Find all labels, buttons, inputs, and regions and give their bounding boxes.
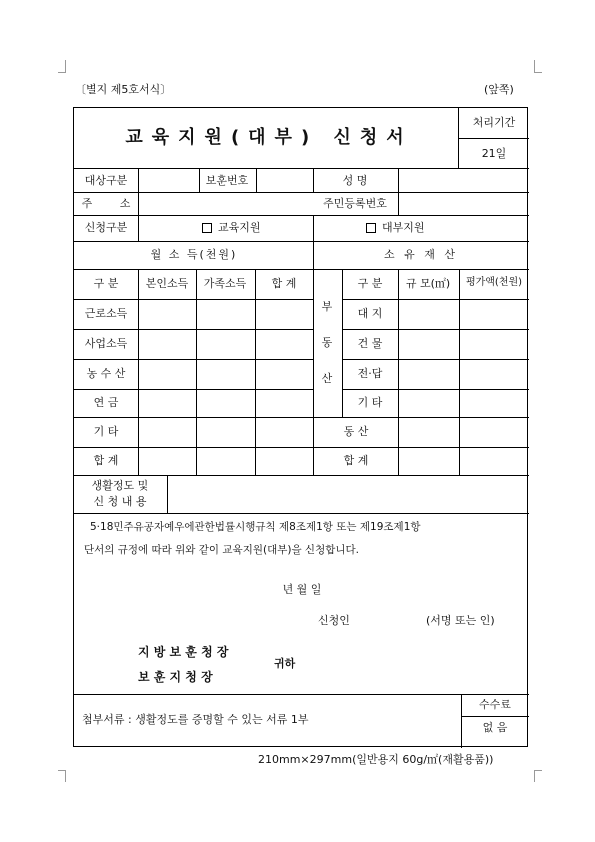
living-conditions-label: 생활정도 및 <box>91 479 149 492</box>
movable-property-label: 동 산 <box>343 425 369 438</box>
signature-note: (서명 또는 인) <box>426 614 495 627</box>
application-date: 년 월 일 <box>282 583 322 596</box>
form-number: 〔별지 제5호서식〕 <box>75 83 172 96</box>
fee-value: 없 음 <box>482 721 508 734</box>
crop-mark <box>58 72 66 73</box>
processing-period-value: 21일 <box>481 147 507 160</box>
income-row-label: 합 계 <box>93 454 119 467</box>
option-education-label: 교육지원 <box>218 221 261 234</box>
asset-col-value: 평가액(천원) <box>465 277 523 288</box>
asset-row-label: 전·답 <box>357 367 383 380</box>
form-title: 교육지원(대부) 신청서 <box>125 127 413 148</box>
income-row-label: 기 타 <box>93 425 119 438</box>
attachment-note: 첨부서류 : 생활정도를 증명할 수 있는 서류 1부 <box>82 713 309 726</box>
address-field[interactable] <box>139 193 313 215</box>
income-row-label: 연 금 <box>93 396 119 409</box>
real-estate-label-3: 산 <box>321 372 333 385</box>
bohun-no-label: 보훈번호 <box>205 174 249 187</box>
income-row-label: 사업소득 <box>84 337 128 350</box>
asset-row-label: 기 타 <box>357 396 383 409</box>
checkbox-education[interactable] <box>202 223 212 233</box>
asset-col-category: 구 분 <box>357 277 383 290</box>
bohun-no-field[interactable] <box>257 169 312 192</box>
crop-mark <box>534 72 542 73</box>
asset-total-label: 합 계 <box>343 454 369 467</box>
applicant-label: 신청인 <box>318 614 350 627</box>
address-label: 주 소 <box>81 197 143 210</box>
target-type-label: 대상구분 <box>84 174 128 187</box>
income-col-category: 구 분 <box>93 277 119 290</box>
paper-spec: 210mm×297mm(일반용지 60g/㎡(재활용품)) <box>258 753 494 766</box>
application-form <box>73 107 528 747</box>
crop-mark <box>534 770 542 771</box>
crop-mark <box>65 770 66 782</box>
income-col-self: 본인소득 <box>145 277 189 290</box>
recipient-regional-office: 지 방 보 훈 청 장 <box>138 645 229 659</box>
checkbox-loan[interactable] <box>366 223 376 233</box>
crop-mark <box>58 770 66 771</box>
recipient-honorific: 귀하 <box>274 657 296 670</box>
asset-col-size: 규 모(㎡) <box>405 277 451 290</box>
crop-mark <box>65 60 66 72</box>
resident-no-label: 주민등록번호 <box>323 197 387 210</box>
apply-type-label: 신청구분 <box>84 221 128 234</box>
assets-header: 소 유 재 산 <box>384 248 458 261</box>
option-loan-label: 대부지원 <box>382 221 425 234</box>
page-side: (앞쪽) <box>484 83 514 96</box>
monthly-income-header: 월 소 득(천원) <box>150 248 238 261</box>
crop-mark <box>534 770 535 782</box>
statement-line-2: 단서의 규정에 따라 위와 같이 교육지원(대부)을 신청합니다. <box>84 544 359 556</box>
name-label: 성 명 <box>342 174 368 187</box>
asset-row-label: 건 물 <box>357 337 383 350</box>
recipient-branch-office: 보 훈 지 청 장 <box>138 670 213 684</box>
option-loan[interactable] <box>366 222 425 233</box>
income-col-family: 가족소득 <box>203 277 247 290</box>
living-conditions-field[interactable] <box>168 476 528 512</box>
resident-no-field[interactable] <box>399 193 528 215</box>
processing-period-label: 처리기간 <box>472 116 516 129</box>
income-row-label: 근로소득 <box>84 307 128 320</box>
application-content-label: 신 청 내 용 <box>93 495 147 508</box>
asset-row-label: 대 지 <box>357 307 383 320</box>
name-field[interactable] <box>399 169 528 192</box>
fee-label: 수수료 <box>479 698 511 711</box>
real-estate-label-1: 부 <box>321 300 333 313</box>
real-estate-label-2: 동 <box>321 336 333 349</box>
option-education[interactable] <box>202 222 261 233</box>
income-col-total: 합 계 <box>271 277 297 290</box>
crop-mark <box>534 60 535 72</box>
income-row-label: 농 수 산 <box>86 367 126 380</box>
target-type-field[interactable] <box>139 169 198 192</box>
statement-line-1: 5·18민주유공자예우에관한법률시행규칙 제8조제1항 또는 제19조제1항 <box>90 521 421 533</box>
